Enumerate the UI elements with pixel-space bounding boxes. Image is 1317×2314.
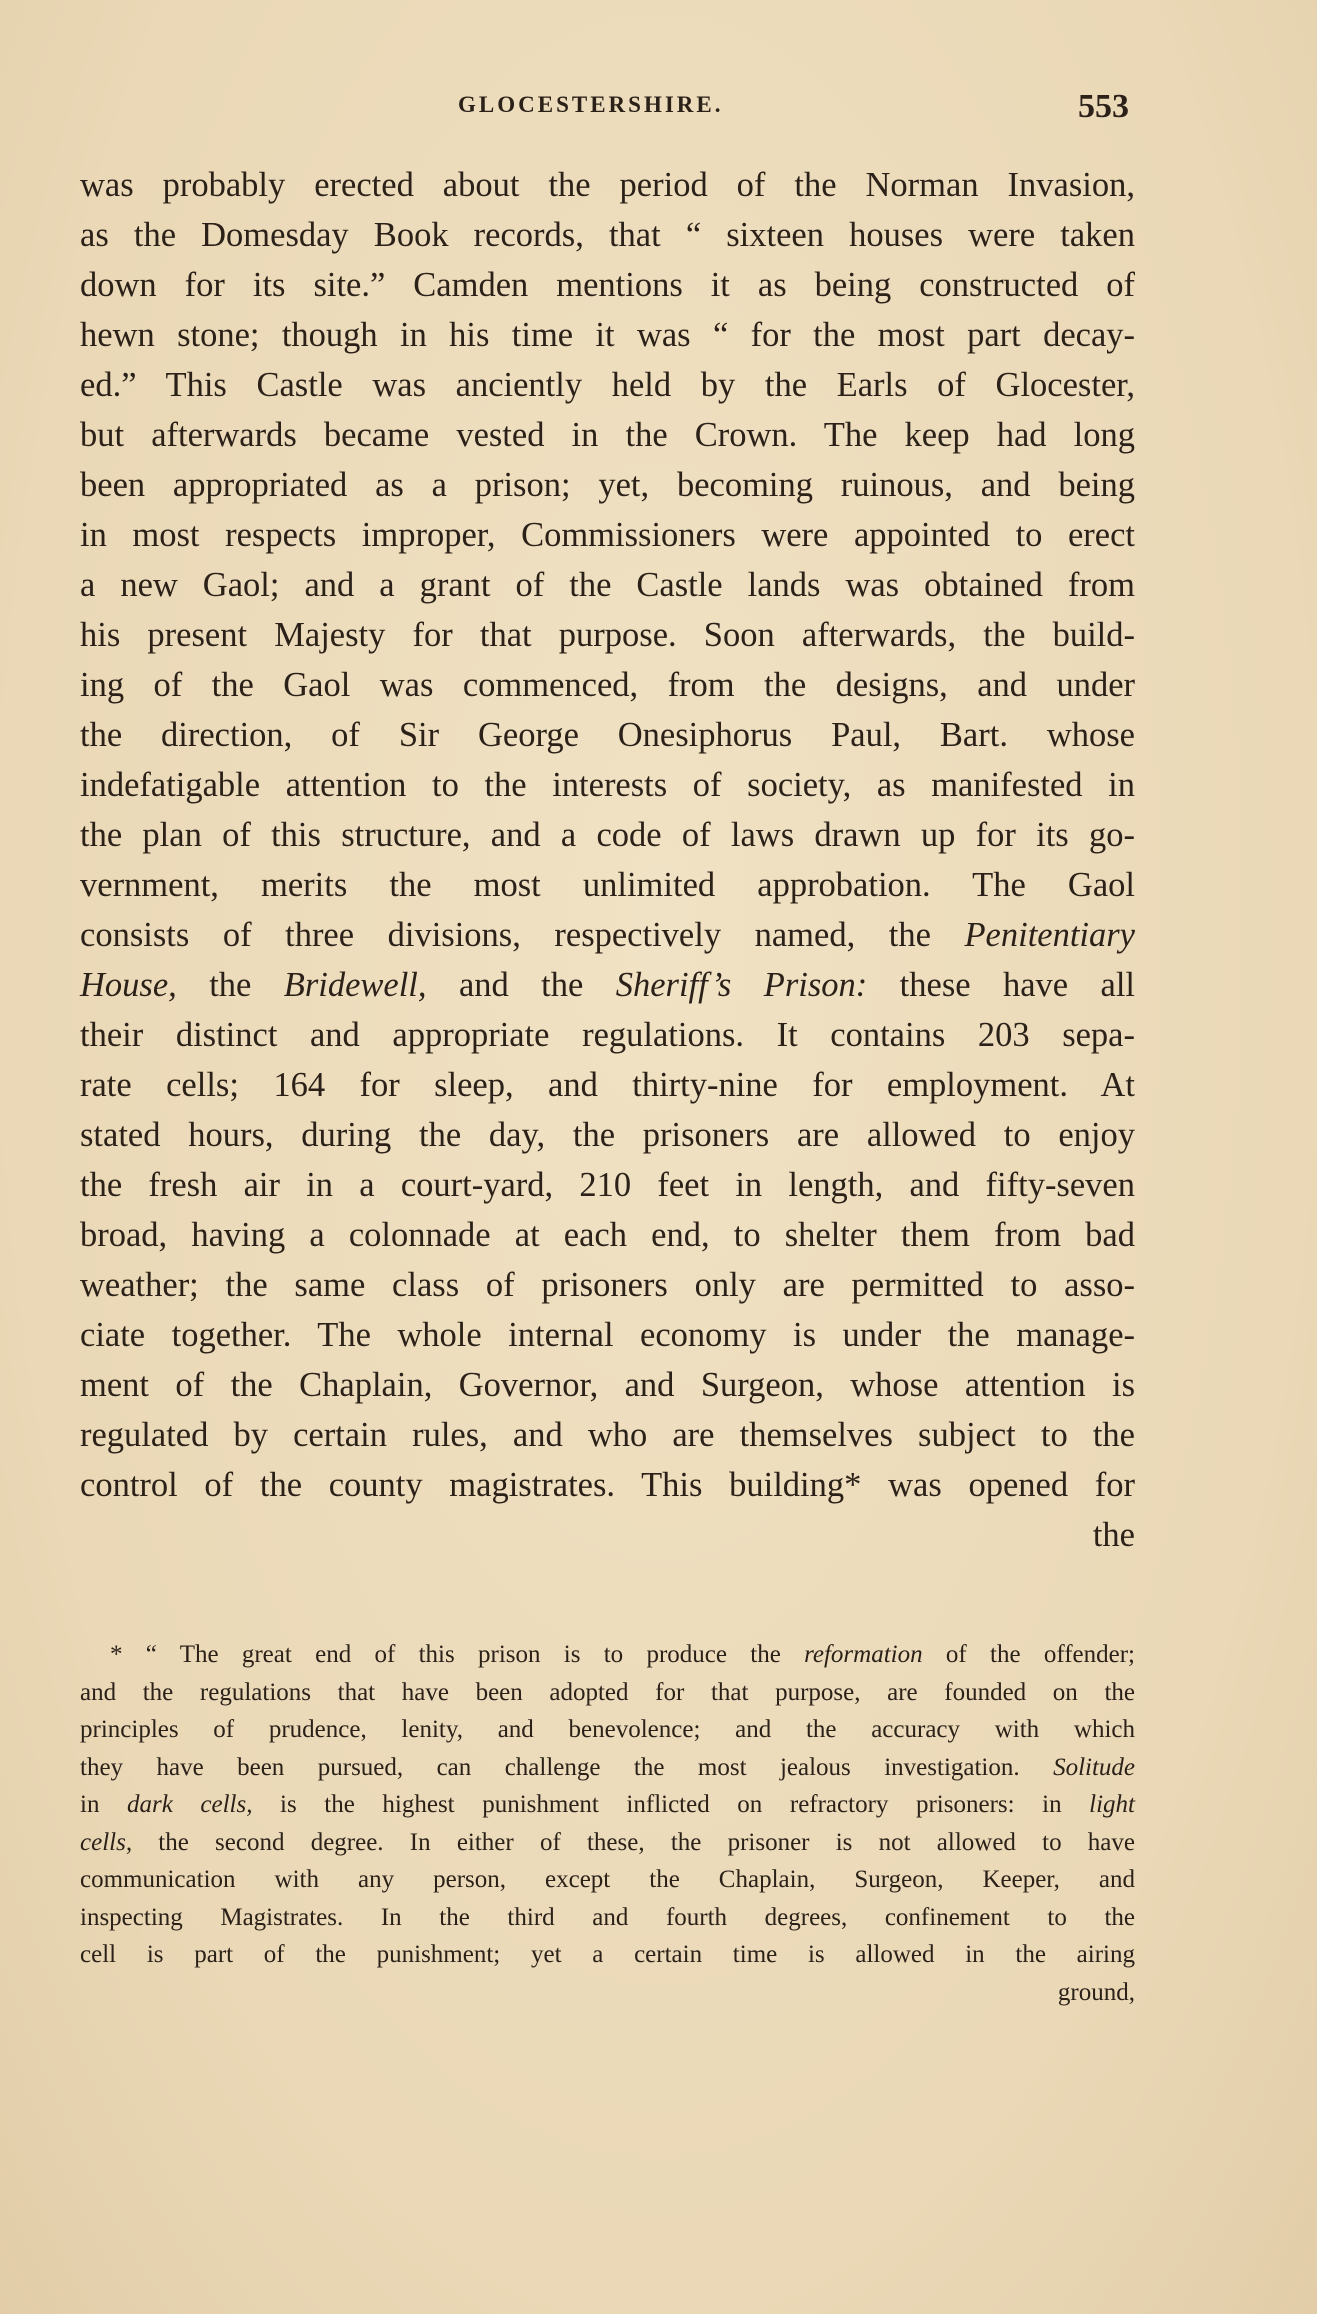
footnote <box>80 1636 1135 2011</box>
body-line: the fresh air in a court-yard, 210 feet in length, and fifty-seven <box>80 1166 1135 1204</box>
footnote-line: in dark cells, is the highest punishment inflicted on refractory prisoners: in light <box>80 1791 1135 1818</box>
body-line: House, the Bridewell, and the Sheriff’s Prison: these have all <box>80 966 1135 1004</box>
body-line: rate cells; 164 for sleep, and thirty-nine for employment. At <box>80 1066 1135 1104</box>
body-line: stated hours, during the day, the prisoners are allowed to enjoy <box>80 1116 1135 1154</box>
body-line: regulated by certain rules, and who are themselves subject to the <box>80 1416 1135 1454</box>
footnote-line: principles of prudence, lenity, and benevolence; and the accuracy with which <box>80 1716 1135 1743</box>
footnote-catchword: ground, <box>1057 1978 1135 2006</box>
body-line: the plan of this structure, and a code of laws drawn up for its go- <box>80 816 1135 854</box>
body-line: a new Gaol; and a grant of the Castle lands was obtained from <box>80 566 1135 604</box>
body-line: ment of the Chaplain, Governor, and Surgeon, whose attention is <box>80 1366 1135 1404</box>
body-line: down for its site.” Camden mentions it as being constructed of <box>80 266 1135 304</box>
footnote-line: cell is part of the punishment; yet a certain time is allowed in the airing <box>80 1941 1135 1968</box>
body-line: his present Majesty for that purpose. Soon afterwards, the build- <box>80 616 1135 654</box>
body-line: ciate together. The whole internal economy is under the manage- <box>80 1316 1135 1354</box>
footnote-line: they have been pursued, can challenge the most jealous investigation. Solitude <box>80 1753 1135 1781</box>
body-line: consists of three divisions, respectively named, the Penitentiary <box>80 916 1135 954</box>
running-title: GLOCESTERSHIRE. <box>458 92 724 117</box>
body-line: as the Domesday Book records, that “ sixteen houses were taken <box>80 216 1135 254</box>
body-line: in most respects improper, Commissioners were appointed to erect <box>80 516 1135 554</box>
footnote-line: inspecting Magistrates. In the third and fourth degrees, confinement to the <box>80 1903 1135 1931</box>
body-line: the direction, of Sir George Onesiphorus Paul, Bart. whose <box>80 716 1135 754</box>
body-line: broad, having a colonnade at each end, to shelter them from bad <box>80 1216 1135 1254</box>
body-line: was probably erected about the period of the Norman Invasion, <box>80 166 1135 204</box>
body-line: indefatigable attention to the interests of society, as manifested in <box>80 766 1135 804</box>
body-line: vernment, merits the most unlimited approbation. The Gaol <box>80 866 1135 904</box>
footnote-line: * “ The great end of this prison is to produce the reformation of the offender; <box>110 1641 1136 1668</box>
catchword: the <box>1092 1516 1135 1554</box>
footnote-line: communication with any person, except the Chaplain, Surgeon, Keeper, and <box>80 1866 1135 1893</box>
body-line: but afterwards became vested in the Crown. The keep had long <box>80 416 1135 454</box>
body-line: hewn stone; though in his time it was “ for the most part decay- <box>80 316 1135 354</box>
body-line: control of the county magistrates. This building* was opened for <box>80 1466 1135 1504</box>
page-header <box>0 88 1317 132</box>
body-text <box>80 160 1135 1560</box>
body-line: ed.” This Castle was anciently held by the Earls of Glocester, <box>80 366 1135 404</box>
page-number: 553 <box>1078 88 1129 125</box>
footnote-line: and the regulations that have been adopted for that purpose, are founded on the <box>80 1678 1135 1706</box>
body-line: weather; the same class of prisoners only are permitted to asso- <box>80 1266 1135 1304</box>
footnote-line: cells, the second degree. In either of these, the prisoner is not allowed to have <box>80 1828 1135 1856</box>
body-line: ing of the Gaol was commenced, from the designs, and under <box>80 666 1135 704</box>
body-line: been appropriated as a prison; yet, becoming ruinous, and being <box>80 466 1135 504</box>
body-line: their distinct and appropriate regulations. It contains 203 sepa- <box>80 1016 1135 1054</box>
